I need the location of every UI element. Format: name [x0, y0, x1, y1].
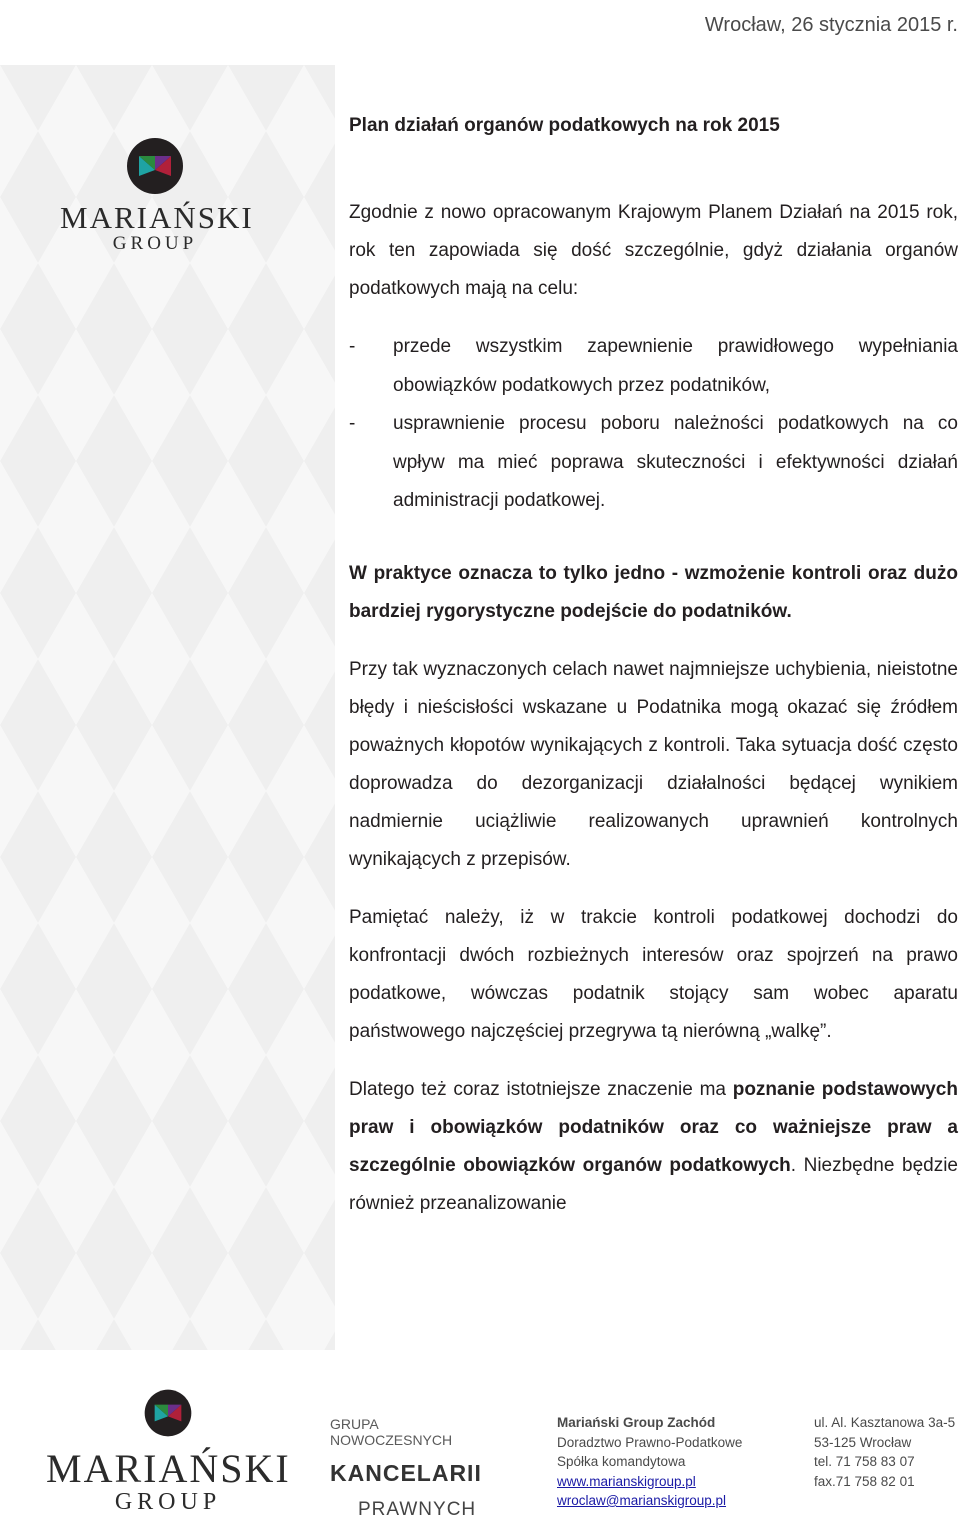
paragraph-text: Dlatego też coraz istotniejsze znaczenie ma — [349, 1078, 733, 1100]
company-line: Spółka komandytowa — [557, 1454, 686, 1469]
company-logo — [60, 136, 254, 254]
footer-logo-group: GROUP — [114, 1489, 222, 1515]
bold-paragraph: W praktyce oznacza to tylko jedno - wzmożenie kontroli oraz dużo bardziej rygorystyczne podejście do podatników. — [349, 562, 958, 622]
bullet-item — [349, 328, 958, 405]
kancelarie-badge — [330, 1416, 500, 1521]
address-info — [814, 1413, 955, 1491]
kancelarie-line: KANCELARII — [330, 1460, 482, 1486]
paragraph-text: . Niezbędne będzie również przeanalizowanie — [349, 1154, 958, 1214]
document-date: Wrocław, 26 stycznia 2015 r. — [704, 14, 958, 36]
paragraph: Przy tak wyznaczonych celach nawet najmniejsze uchybienia, nieistotne błędy i nieścisłości wskazane u Podatnika mogą okazać się źródłem poważnych kłopotów wynikających z kontroli. Taka sytuacja dość często doprowadza do dezorganizacji działalności będącej wynikiem nadmiernie uciążliwie realizowanych uprawnień kontrolnych wynikających z przepisów. — [349, 658, 958, 870]
bullet-item — [349, 405, 958, 521]
company-info — [557, 1413, 742, 1511]
paragraph: Pamiętać należy, iż w trakcie kontroli podatkowej dochodzi do konfrontacji dwóch rozbieżnych interesów oraz spojrzeń na prawo podatkowe, wówczas podatnik stojący sam wobec aparatu państwowego najczęściej przegrywa tą nierówną „walkę”. — [349, 906, 958, 1042]
bullet-list — [349, 328, 958, 521]
company-line: Doradztwo Prawno-Podatkowe — [557, 1434, 743, 1450]
logo-name: MARIAŃSKI — [60, 200, 254, 235]
background-triangle-pattern — [0, 65, 335, 1350]
email-link[interactable]: wroclaw@marianskigroup.pl — [557, 1493, 727, 1508]
paragraph-bold-text: poznanie podstawowych praw i obowiązków podatników oraz co ważniejsze praw a szczególnie obowiązków organów podatkowych — [349, 1078, 958, 1176]
address-street: ul. Al. Kasztanowa 3a-5 — [814, 1415, 956, 1430]
logo-group: GROUP — [112, 233, 198, 254]
logo-emblem-icon — [125, 136, 185, 196]
kancelarie-line: GRUPA NOWOCZESNYCH — [330, 1416, 453, 1448]
kancelarie-line: PRAWNYCH — [358, 1499, 477, 1520]
bullet-dash: - — [349, 413, 356, 434]
website-link[interactable]: www.marianskigroup.pl — [557, 1473, 696, 1489]
paragraph — [349, 1071, 958, 1223]
bullet-dash: - — [349, 336, 356, 357]
phone-number: tel. 71 758 83 07 — [814, 1454, 915, 1469]
footer-logo-name: MARIAŃSKI — [46, 1446, 291, 1491]
logo-emblem-icon — [143, 1388, 193, 1438]
bullet-text: usprawnienie procesu poboru należności podatkowych na co wpływ ma mieć poprawa skuteczności i efektywności działań administracji podatkowej. — [393, 413, 958, 511]
page-footer — [0, 1380, 960, 1520]
address-city: 53-125 Wrocław — [814, 1434, 912, 1450]
bullet-text: przede wszystkim zapewnienie prawidłowego wypełniania obowiązków podatkowych przez podatników, — [393, 336, 958, 396]
document-body — [349, 108, 958, 1243]
footer-logo — [46, 1388, 290, 1515]
document-title: Plan działań organów podatkowych na rok 2015 — [349, 115, 780, 136]
fax-number: fax.71 758 82 01 — [814, 1473, 915, 1489]
company-name: Mariański Group Zachód — [557, 1415, 716, 1430]
intro-paragraph: Zgodnie z nowo opracowanym Krajowym Planem Działań na 2015 rok, rok ten zapowiada się dość szczególnie, gdyż działania organów podatkowych mają na celu: — [349, 202, 958, 299]
